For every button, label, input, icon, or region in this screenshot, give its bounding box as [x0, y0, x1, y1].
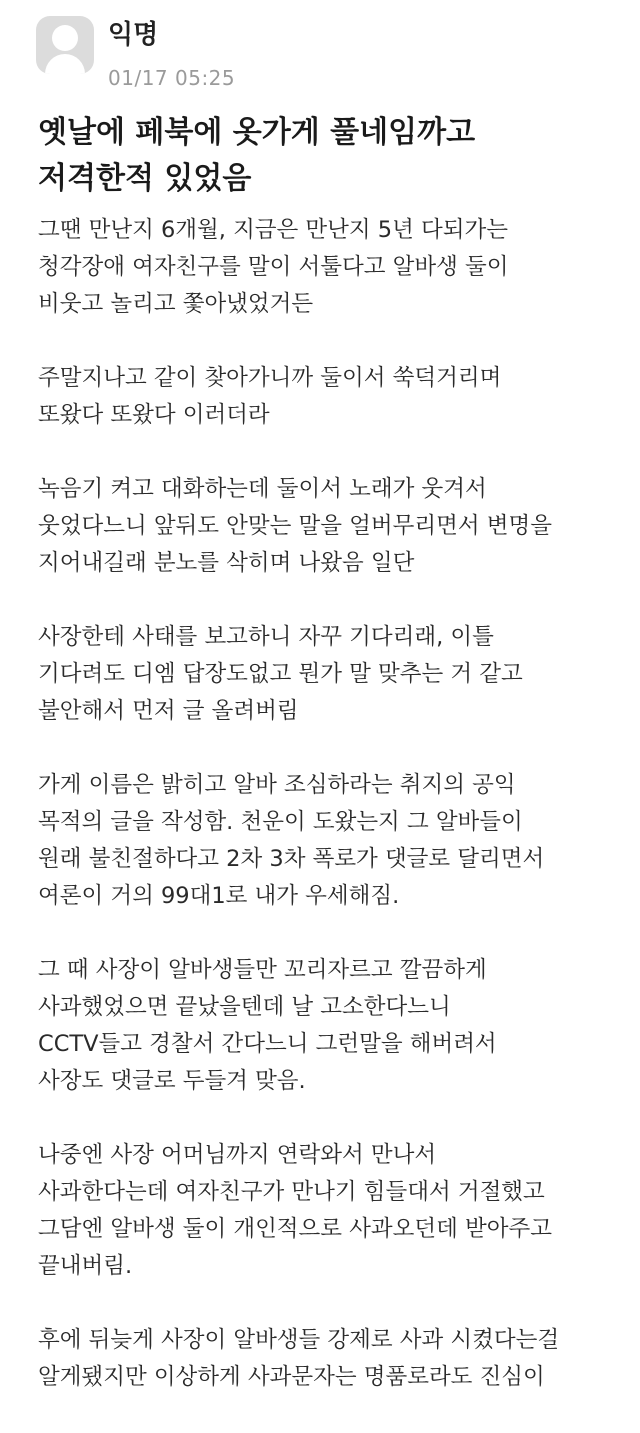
post-line: 주말지나고 같이 찾아가니까 둘이서 쑥덕거리며: [38, 365, 502, 391]
post-paragraph: [38, 360, 640, 434]
post-line: 사과했었으면 끝났을텐데 날 고소한다느니: [38, 994, 451, 1020]
post-line: 나중엔 사장 어머님까지 연락와서 만나서: [38, 1142, 437, 1168]
author-name: 익명: [108, 20, 159, 50]
post-title-line: 저격한적 있었음: [38, 161, 252, 196]
post-line: 그담엔 알바생 둘이 개인적으로 사과오던데 받아주고: [38, 1216, 552, 1242]
post-paragraph: [38, 952, 640, 1100]
post-title: [38, 110, 618, 202]
post-line: 기다려도 디엠 답장도없고 뭔가 말 맞추는 거 같고: [38, 661, 523, 687]
post-line: 끝내버림.: [38, 1253, 133, 1279]
post-paragraph: [38, 471, 640, 582]
post-line: 원래 불친절하다고 2차 3차 폭로가 댓글로 달리면서: [38, 846, 545, 872]
post-line: 여론이 거의 99대1로 내가 우세해짐.: [38, 883, 400, 909]
post-line: 지어내길래 분노를 삭히며 나왔음 일단: [38, 550, 415, 576]
post-line: 녹음기 켜고 대화하는데 둘이서 노래가 웃겨서: [38, 476, 487, 502]
post-title-line: 옛날에 페북에 옷가게 풀네임까고: [38, 115, 476, 150]
post-paragraph: [38, 1137, 640, 1285]
post-line: 가게 이름은 밝히고 알바 조심하라는 취지의 공익: [38, 772, 516, 798]
post-paragraph: [38, 619, 640, 730]
post-line: 그땐 만난지 6개월, 지금은 만난지 5년 다되가는: [38, 217, 508, 243]
post-line: 비웃고 놀리고 쫓아냈었거든: [38, 291, 314, 317]
post-line: 알게됐지만 이상하게 사과문자는 명품로라도 진심이: [38, 1364, 545, 1390]
post-line: CCTV들고 경찰서 간다느니 그런말을 해버려서: [38, 1031, 497, 1057]
post-paragraph: [38, 767, 640, 915]
post-line: 사장도 댓글로 두들겨 맞음.: [38, 1068, 306, 1094]
post-line: 불안해서 먼저 글 올려버림: [38, 698, 299, 724]
post-paragraph: [38, 1322, 640, 1396]
post-line: 후에 뒤늦게 사장이 알바생들 강제로 사과 시켰다는걸: [38, 1327, 560, 1353]
post-line: 그 때 사장이 알바생들만 꼬리자르고 깔끔하게: [38, 957, 487, 983]
post-line: 청각장애 여자친구를 말이 서툴다고 알바생 둘이: [38, 254, 509, 280]
anonymous-user-icon: [36, 16, 94, 74]
post-line: 또왔다 또왔다 이러더라: [38, 402, 270, 428]
post-line: 웃었다느니 앞뒤도 안맞는 말을 얼버무리면서 변명을: [38, 513, 552, 539]
post-line: 사과한다는데 여자친구가 만나기 힘들대서 거절했고: [38, 1179, 545, 1205]
post-line: 사장한테 사태를 보고하니 자꾸 기다리래, 이틀: [38, 624, 494, 650]
post-paragraph: [38, 212, 640, 323]
post-timestamp: 01/17 05:25: [108, 66, 236, 90]
post-line: 목적의 글을 작성함. 천운이 도왔는지 그 알바들이: [38, 809, 523, 835]
post-header: [36, 16, 596, 96]
post-body: [38, 212, 640, 1433]
